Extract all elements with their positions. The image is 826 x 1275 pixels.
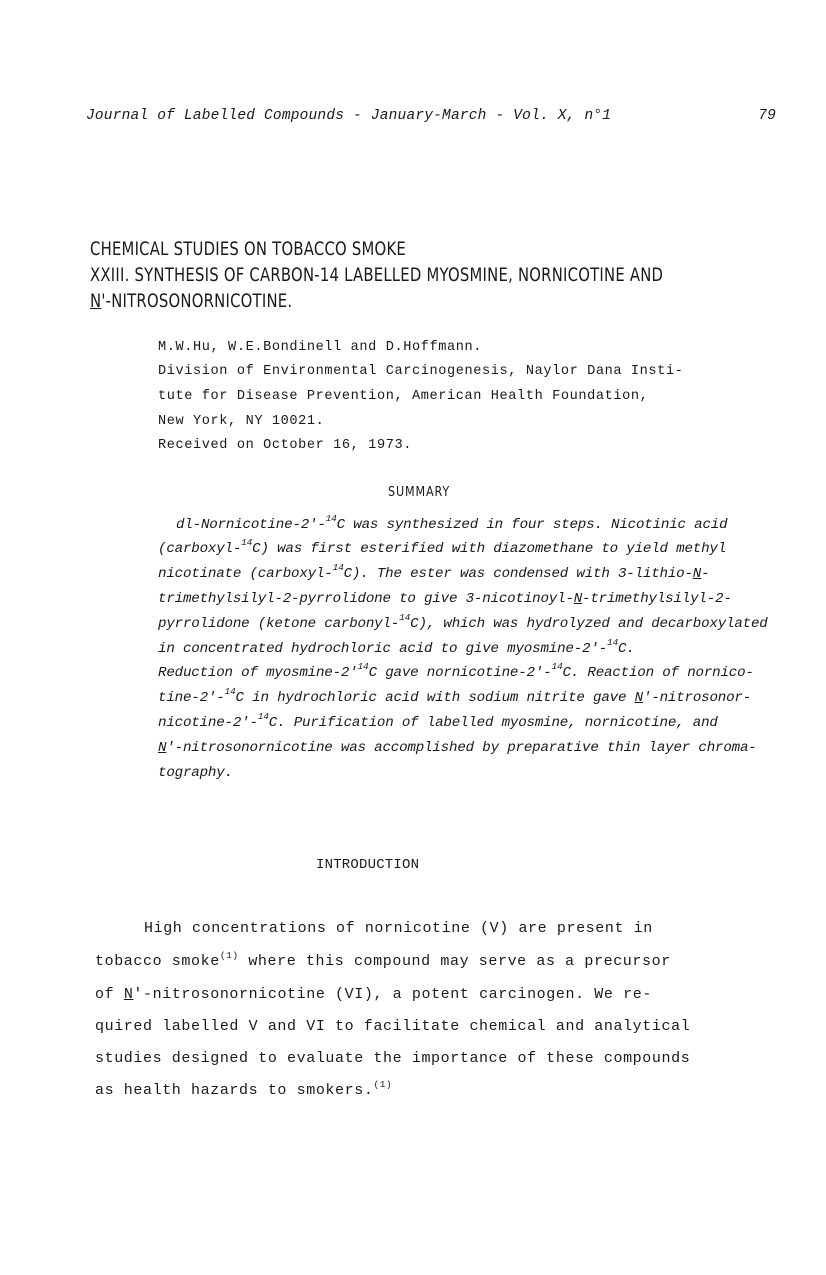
summary-line-5: pyrrolidone (ketone carbonyl-$^{14}$C), which was hydrolyzed and decarboxylated xyxy=(158,612,768,632)
title-line-1: CHEMICAL STUDIES ON TOBACCO SMOKE xyxy=(90,238,406,260)
intro-line-5: studies designed to evaluate the importance of these compounds xyxy=(95,1050,691,1067)
summary-line-8: tine-2'-$^{14}$C in hydrochloric acid with sodium nitrite gave N'-nitrosonor- xyxy=(158,686,752,706)
intro-line-1: High concentrations of nornicotine (V) are present in xyxy=(144,920,653,937)
intro-line-3: of N'-nitrosonornicotine (VI), a potent carcinogen. We re- xyxy=(95,986,652,1003)
summary-line-3: nicotinate (carboxyl-$^{14}$C). The ester was condensed with 3-lithio-N- xyxy=(158,562,710,582)
citation-ref: (1) xyxy=(373,1079,393,1090)
affiliation-line-2: tute for Disease Prevention, American Health Foundation, xyxy=(158,389,649,404)
summary-line-11: tography. xyxy=(158,765,233,781)
location: New York, NY 10021. xyxy=(158,414,325,429)
summary-line-9: nicotine-2'-$^{14}$C. Purification of labelled myosmine, nornicotine, and xyxy=(158,711,718,731)
summary-line-4: trimethylsilyl-2-pyrrolidone to give 3-nicotinoyl-N-trimethylsilyl-2- xyxy=(158,591,732,607)
summary-line-10: N'-nitrosonornicotine was accomplished by preparative thin layer chroma- xyxy=(158,740,757,756)
title-line-3 xyxy=(90,290,292,312)
affiliation-line-1: Division of Environmental Carcinogenesis, Naylor Dana Insti- xyxy=(158,364,684,379)
citation-ref: (1) xyxy=(219,950,239,961)
intro-line-6: as health hazards to smokers.$^{(1)}$ xyxy=(95,1079,393,1099)
running-header xyxy=(86,108,776,132)
summary-line-6: in concentrated hydrochloric acid to give myosmine-2'-$^{14}$C. xyxy=(158,637,635,657)
intro-line-2: tobacco smoke$^{(1)}$ where this compound may serve as a precursor xyxy=(95,950,671,970)
journal-citation: Journal of Labelled Compounds - January-March - Vol. X, n°1 xyxy=(86,108,612,124)
intro-line-4: quired labelled V and VI to facilitate chemical and analytical xyxy=(95,1018,691,1035)
title-n-italic: N xyxy=(90,290,102,312)
title-line-2: XXIII. SYNTHESIS OF CARBON-14 LABELLED MYOSMINE, NORNICOTINE AND xyxy=(90,264,664,286)
introduction-heading: INTRODUCTION xyxy=(316,857,420,873)
summary-line-7: Reduction of myosmine-$2'^{14}C$ gave nornicotine-2'-$^{14}$C. Reaction of nornico- xyxy=(158,661,754,681)
received-date: Received on October 16, 1973. xyxy=(158,438,412,453)
summary-line-2: (carboxyl-$^{14}$C) was first esterified with diazomethane to yield methyl xyxy=(158,537,727,557)
summary-heading: SUMMARY xyxy=(388,485,451,500)
summary-line-1: dl-Nornicotine-2'-$^{14}$C was synthesized in four steps. Nicotinic acid xyxy=(176,513,728,533)
title-line-3-text: '-NITROSONORNICOTINE. xyxy=(101,290,293,312)
page-number: 79 xyxy=(758,108,776,124)
authors: M.W.Hu, W.E.Bondinell and D.Hoffmann. xyxy=(158,340,483,355)
